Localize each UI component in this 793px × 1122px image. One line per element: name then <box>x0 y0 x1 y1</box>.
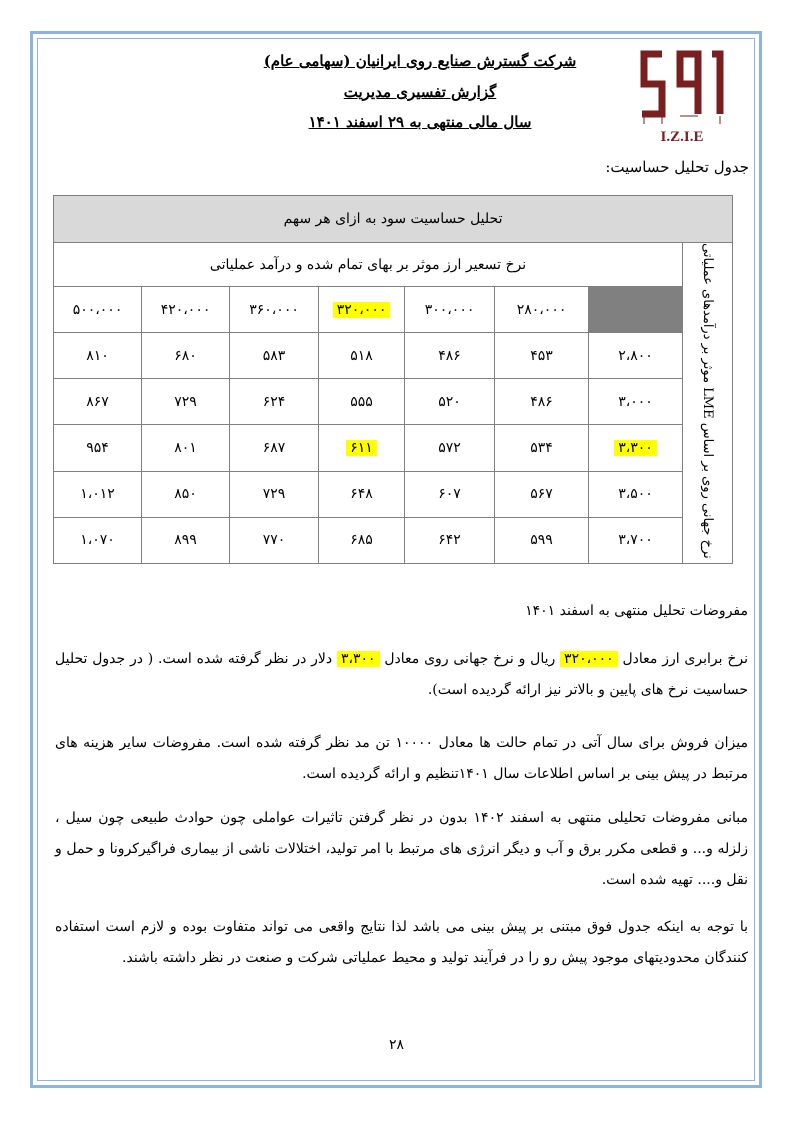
highlighted-price: ۳،۳۰۰ <box>337 651 380 667</box>
table-cell: ۹۵۴ <box>54 425 142 471</box>
table-cell: ۵۶۷ <box>495 471 589 517</box>
table-cell: ۶۸۰ <box>142 333 230 379</box>
table-cell: ۵۸۳ <box>230 333 319 379</box>
side-label: نرخ جهانی روی بر اساس LME موثر بر درآمدهای عملیاتی <box>700 243 716 559</box>
corner-cell <box>589 287 683 333</box>
table-cell: ۸۶۷ <box>54 379 142 425</box>
table-row <box>54 517 733 563</box>
table-caption: جدول تحلیل حساسیت: <box>605 158 749 176</box>
table-cell: ۱،۰۷۰ <box>54 517 142 563</box>
row-label: ۳،۵۰۰ <box>589 471 683 517</box>
svg-text:I.Z.I.E: I.Z.I.E <box>660 129 704 144</box>
col-header: ۲۸۰،۰۰۰ <box>495 287 589 333</box>
assumptions-paragraph-basis: مبانی مفروضات تحلیلی منتهی به اسفند ۱۴۰۲ بدون در نظر گرفتن تاثیرات عواملی چون حوادث طبیعی چون سیل ، زلزله و... و قطعی مکرر برق و آب و دیگر انرژی های مرتبط با امر تولید، اختلالات ناشی از بیماری فراگیرکرونا و حمل و نقل و.... تهیه شده است. <box>55 810 749 888</box>
table-cell: ۸۵۰ <box>142 471 230 517</box>
table-cell: ۵۷۲ <box>405 425 495 471</box>
row-label: ۳،۰۰۰ <box>589 379 683 425</box>
row-label <box>589 425 683 471</box>
text-run: دلار در نظر گرفته شده است. ( در جدول تحلیل حساسیت نرخ های پایین و بالاتر نیز ارائه گردیده است). <box>55 651 748 698</box>
col-header: ۳۰۰،۰۰۰ <box>405 287 495 333</box>
sensitivity-table <box>53 195 733 564</box>
table-cell: ۶۰۷ <box>405 471 495 517</box>
col-header: ۳۶۰،۰۰۰ <box>230 287 319 333</box>
table-cell: ۶۸۷ <box>230 425 319 471</box>
report-period: سال مالی منتهی به ۲۹ اسفند ۱۴۰۱ <box>308 113 532 131</box>
assumptions-paragraph-caution: با توجه به اینکه جدول فوق مبتنی بر پیش بینی می باشد لذا نتایج واقعی می تواند متفاوت بوده و لازم است استفاده کنندگان محدودیتهای موجود پیش رو را در فرآیند تولید و محیط عملیاتی شرکت و صنعت در نظر داشته باشند. <box>55 919 748 966</box>
highlighted-rate: ۳۲۰،۰۰۰ <box>333 302 391 318</box>
table-cell: ۶۸۵ <box>319 517 405 563</box>
table-cell: ۵۱۸ <box>319 333 405 379</box>
table-cell: ۸۰۱ <box>142 425 230 471</box>
table-cell: ۶۲۴ <box>230 379 319 425</box>
text-run: نرخ برابری ارز معادل <box>617 651 748 667</box>
company-name: شرکت گسترش صنایع روی ایرانیان (سهامی عام) <box>263 52 577 70</box>
table-cell: ۵۹۹ <box>495 517 589 563</box>
assumptions-paragraph-sales: میزان فروش برای سال آتی در تمام حالت ها معادل ۱۰۰۰۰ تن مد نظر گرفته شده است. مفروضات سایر هزینه های مرتبط در پیش بینی بر اساس اطلاعات سال ۱۴۰۱تنظیم و ارائه گردیده است. <box>55 735 748 782</box>
side-label-cell <box>683 243 733 564</box>
table-cell <box>319 425 405 471</box>
header-row <box>54 287 733 333</box>
table-cell: ۴۸۶ <box>495 379 589 425</box>
row-label: ۲،۸۰۰ <box>589 333 683 379</box>
table-row <box>54 333 733 379</box>
table-row <box>54 425 733 471</box>
table-cell: ۴۵۳ <box>495 333 589 379</box>
table-row <box>54 379 733 425</box>
highlighted-eps: ۶۱۱ <box>346 440 377 456</box>
table-cell: ۷۷۰ <box>230 517 319 563</box>
col-header: ۵۰۰،۰۰۰ <box>54 287 142 333</box>
table-row <box>54 471 733 517</box>
table-cell: ۶۴۸ <box>319 471 405 517</box>
table-cell: ۴۸۶ <box>405 333 495 379</box>
table-cell: ۱،۰۱۲ <box>54 471 142 517</box>
table-cell: ۷۲۹ <box>142 379 230 425</box>
assumptions-paragraph-rates <box>55 644 748 706</box>
highlighted-rate: ۳۲۰،۰۰۰ <box>560 651 618 667</box>
table-cell: ۸۱۰ <box>54 333 142 379</box>
table-title: تحلیل حساسیت سود به ازای هر سهم <box>54 196 733 243</box>
col-header <box>319 287 405 333</box>
table-cell: ۵۵۵ <box>319 379 405 425</box>
highlighted-price: ۳،۳۰۰ <box>614 440 657 456</box>
page-number: ۲۸ <box>388 1037 405 1053</box>
col-header: ۴۲۰،۰۰۰ <box>142 287 230 333</box>
assumptions-heading: مفروضات تحلیل منتهی به اسفند ۱۴۰۱ <box>525 603 748 619</box>
table-cell: ۸۹۹ <box>142 517 230 563</box>
table-cell: ۷۲۹ <box>230 471 319 517</box>
row-label: ۳،۷۰۰ <box>589 517 683 563</box>
table-cell: ۶۴۲ <box>405 517 495 563</box>
text-run: ریال و نرخ جهانی روی معادل <box>379 651 561 667</box>
report-title: گزارش تفسیری مدیریت <box>343 83 497 101</box>
table-cell: ۵۳۴ <box>495 425 589 471</box>
table-subtitle: نرخ تسعیر ارز موثر بر بهای تمام شده و درآمد عملیاتی <box>54 243 683 287</box>
table-cell: ۵۲۰ <box>405 379 495 425</box>
